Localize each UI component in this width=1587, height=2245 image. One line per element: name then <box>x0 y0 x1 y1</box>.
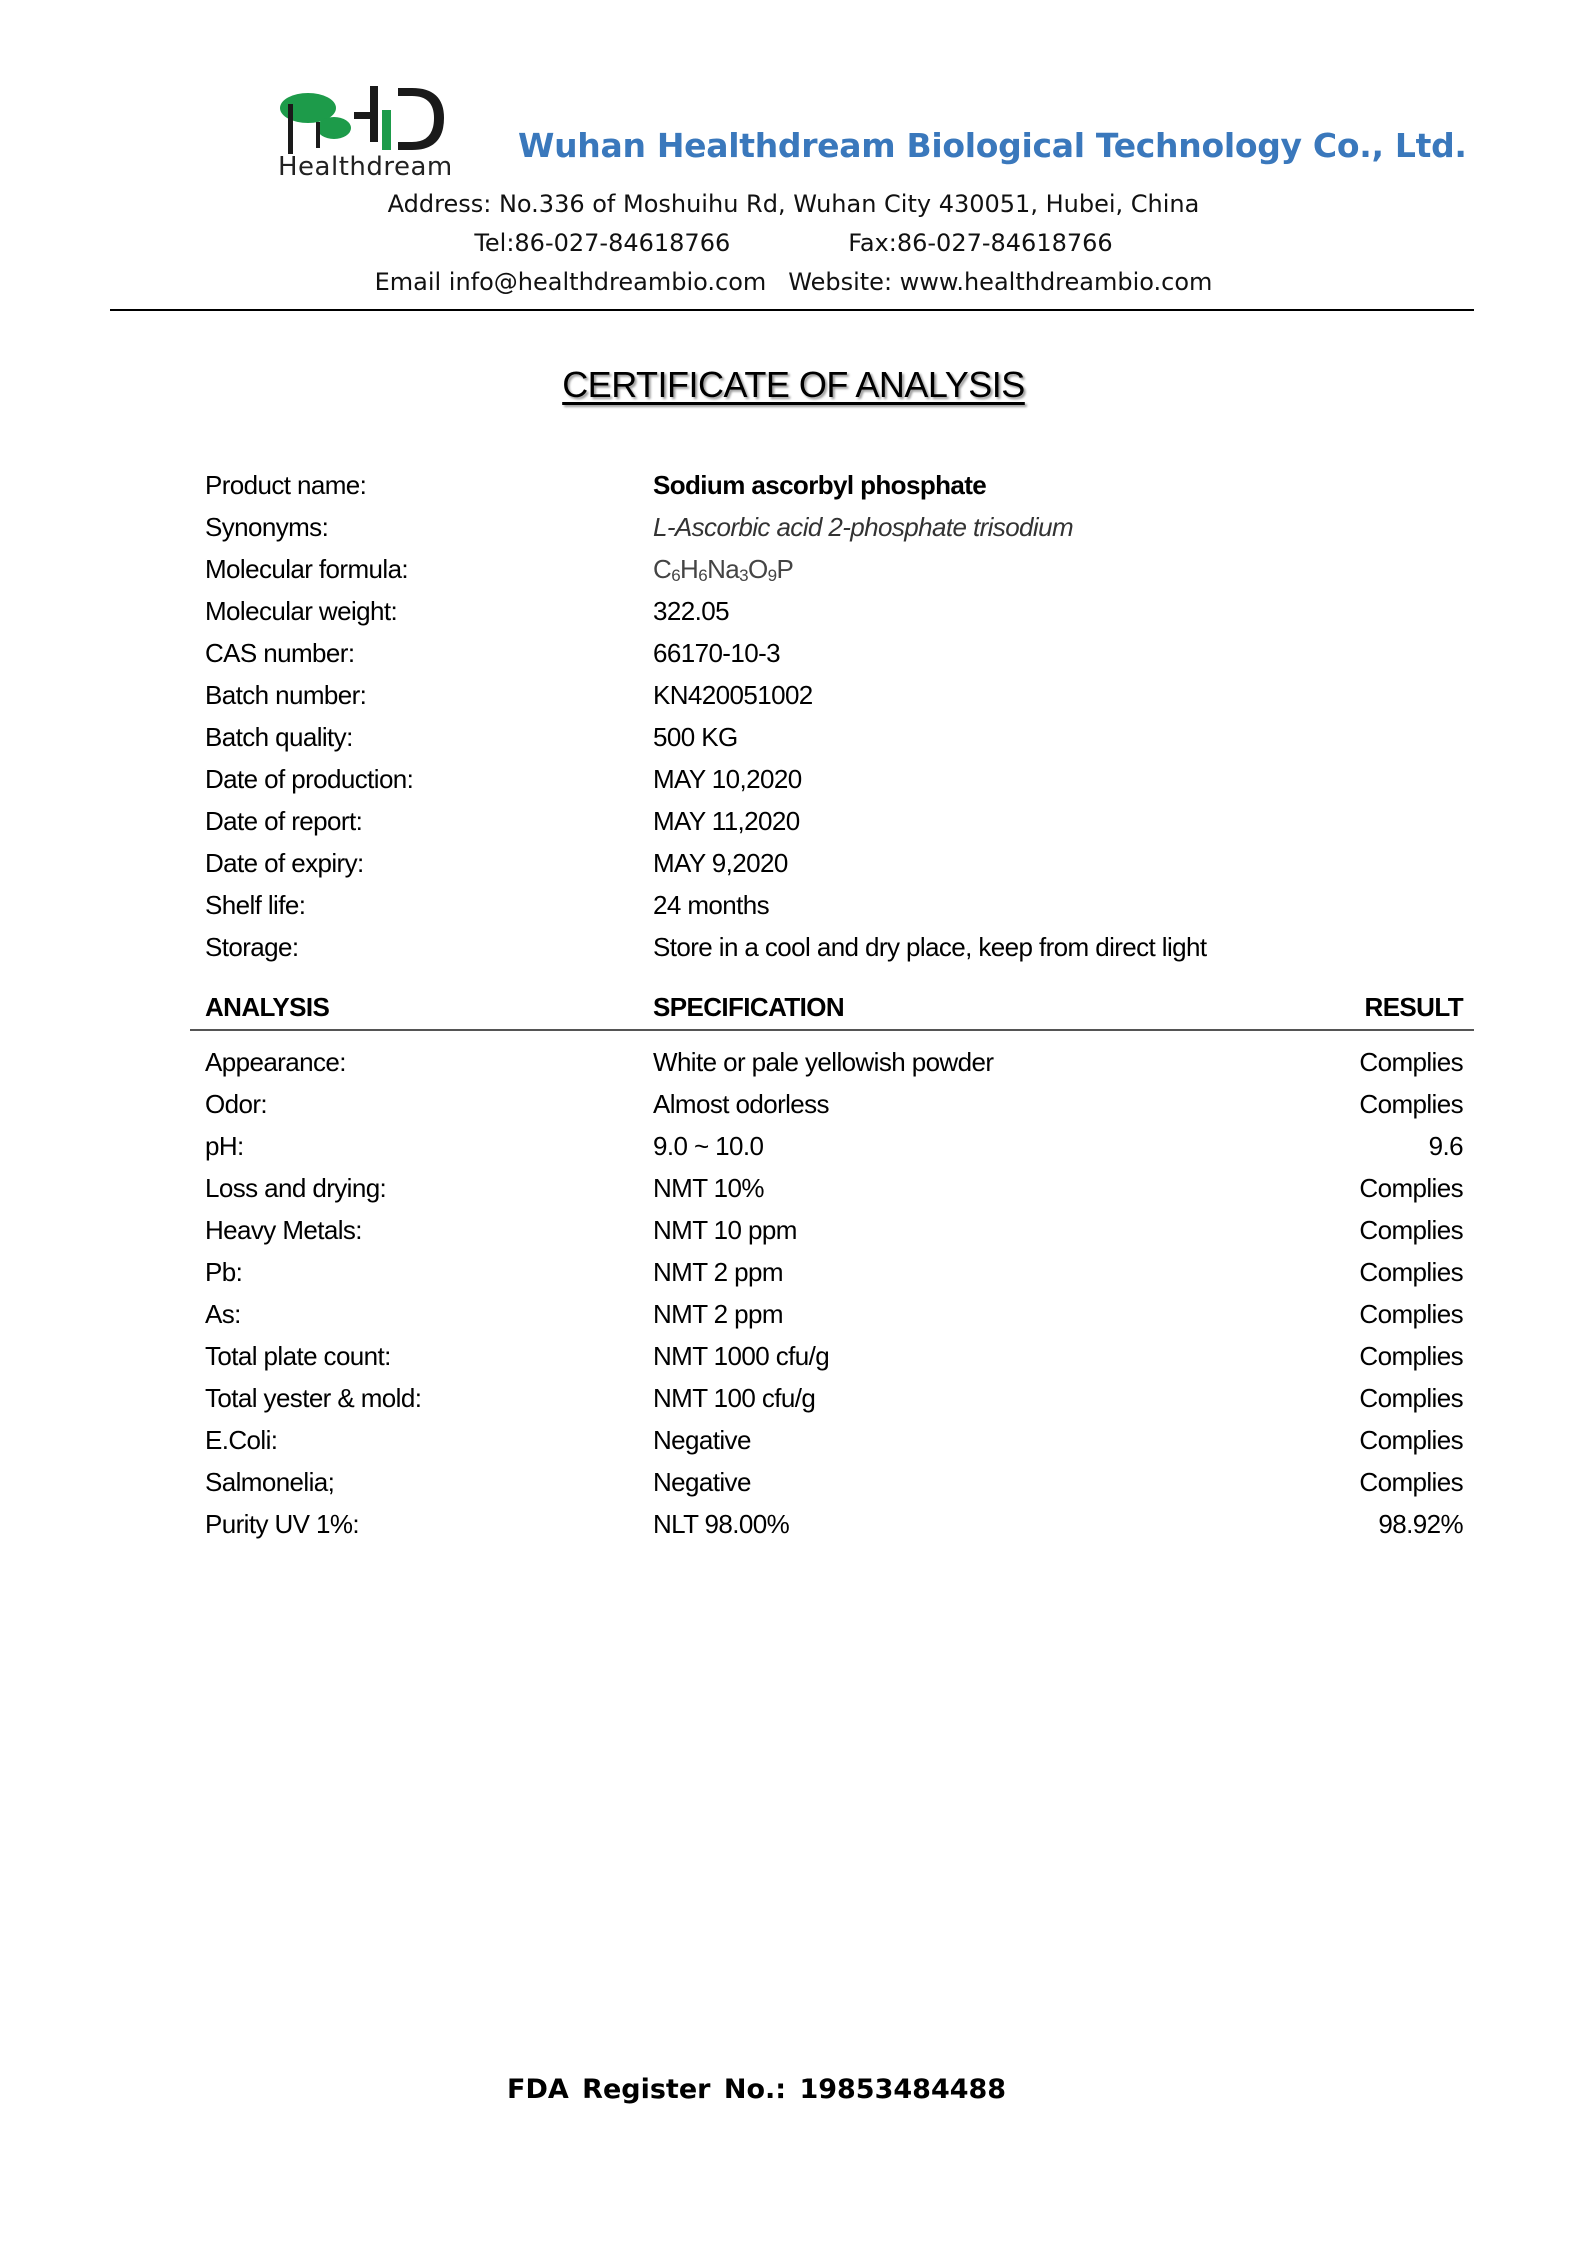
info-label: Synonyms: <box>205 512 329 542</box>
info-value: Store in a cool and dry place, keep from direct light <box>653 932 1207 962</box>
specification-cell: NMT 2 ppm <box>653 1299 783 1329</box>
result-cell: Complies <box>1359 1299 1463 1329</box>
table-row <box>205 1425 1463 1465</box>
result-cell: 98.92% <box>1378 1509 1463 1539</box>
analysis-cell: Loss and drying: <box>205 1173 387 1203</box>
logo-wordmark: Healthdream <box>278 152 453 182</box>
column-header-result: RESULT <box>1364 992 1463 1022</box>
table-row <box>205 1467 1463 1507</box>
info-value: 66170-10-3 <box>653 638 780 668</box>
company-tel: Tel:86-027-84618766 <box>474 229 731 257</box>
email-website-line <box>0 268 1587 296</box>
table-row <box>205 1047 1463 1087</box>
result-cell: Complies <box>1359 1383 1463 1413</box>
specification-cell: Almost odorless <box>653 1089 829 1119</box>
analysis-cell: Odor: <box>205 1089 268 1119</box>
result-cell: Complies <box>1359 1215 1463 1245</box>
company-address: Address: No.336 of Moshuihu Rd, Wuhan City 430051, Hubei, China <box>387 190 1200 218</box>
letterhead <box>0 0 1587 312</box>
document-title: CERTIFICATE OF ANALYSIS <box>562 364 1025 405</box>
analysis-cell: Heavy Metals: <box>205 1215 362 1245</box>
analysis-cell: Pb: <box>205 1257 243 1287</box>
info-label: Molecular weight: <box>205 596 398 626</box>
table-row <box>205 1341 1463 1381</box>
analysis-cell: pH: <box>205 1131 244 1161</box>
info-label: Molecular formula: <box>205 554 409 584</box>
molecular-formula-value: $C_6H_6Na_3O_9P$ <box>653 554 794 585</box>
info-value: 24 months <box>653 890 770 920</box>
result-cell: Complies <box>1359 1173 1463 1203</box>
info-value: MAY 9,2020 <box>653 848 788 878</box>
table-row <box>205 1299 1463 1339</box>
table-row <box>205 1509 1463 1549</box>
result-cell: Complies <box>1359 1425 1463 1455</box>
info-value: MAY 11,2020 <box>653 806 800 836</box>
info-value: KN420051002 <box>653 680 813 710</box>
specification-cell: NMT 2 ppm <box>653 1257 783 1287</box>
analysis-cell: As: <box>205 1299 241 1329</box>
result-cell: Complies <box>1359 1089 1463 1119</box>
table-row <box>205 1131 1463 1171</box>
company-website: Website: www.healthdreambio.com <box>788 268 1213 296</box>
table-header-divider <box>190 1029 1474 1031</box>
specification-cell: NMT 100 cfu/g <box>653 1383 816 1413</box>
info-label: CAS number: <box>205 638 355 668</box>
analysis-cell: E.Coli: <box>205 1425 278 1455</box>
info-value: Sodium ascorbyl phosphate <box>653 470 987 500</box>
result-cell: Complies <box>1359 1467 1463 1497</box>
specification-cell: NMT 10 ppm <box>653 1215 797 1245</box>
info-value: L-Ascorbic acid 2-phosphate trisodium <box>653 512 1074 542</box>
table-row <box>205 1215 1463 1255</box>
specification-cell: White or pale yellowish powder <box>653 1047 994 1077</box>
table-row <box>205 1173 1463 1213</box>
info-label: Date of report: <box>205 806 363 836</box>
table-row <box>205 1257 1463 1297</box>
analysis-cell: Salmonelia; <box>205 1467 335 1497</box>
info-label: Product name: <box>205 470 367 500</box>
info-label: Batch number: <box>205 680 367 710</box>
specification-cell: Negative <box>653 1467 751 1497</box>
company-fax: Fax:86-027-84618766 <box>848 229 1113 257</box>
info-label: Shelf life: <box>205 890 306 920</box>
result-cell: Complies <box>1359 1341 1463 1371</box>
info-value: 500 KG <box>653 722 738 752</box>
result-cell: 9.6 <box>1428 1131 1463 1161</box>
specification-cell: NLT 98.00% <box>653 1509 790 1539</box>
analysis-table-header <box>205 992 1463 1026</box>
specification-cell: NMT 1000 cfu/g <box>653 1341 830 1371</box>
analysis-cell: Total yester & mold: <box>205 1383 422 1413</box>
column-header-analysis: ANALYSIS <box>205 992 330 1022</box>
table-row <box>205 1089 1463 1129</box>
info-value: MAY 10,2020 <box>653 764 802 794</box>
info-label: Date of expiry: <box>205 848 364 878</box>
specification-cell: NMT 10% <box>653 1173 764 1203</box>
info-value: 322.05 <box>653 596 729 626</box>
info-label: Storage: <box>205 932 299 962</box>
column-header-specification: SPECIFICATION <box>653 992 845 1022</box>
result-cell: Complies <box>1359 1257 1463 1287</box>
table-row <box>205 1383 1463 1423</box>
info-label: Batch quality: <box>205 722 353 752</box>
company-name: Wuhan Healthdream Biological Technology Co., Ltd. <box>518 126 1467 165</box>
analysis-cell: Total plate count: <box>205 1341 391 1371</box>
analysis-cell: Appearance: <box>205 1047 346 1077</box>
company-email: Email info@healthdreambio.com <box>374 268 767 296</box>
header-divider <box>110 309 1474 311</box>
fda-register-number: FDA Register No.: 19853484488 <box>507 2074 1007 2105</box>
result-cell: Complies <box>1359 1047 1463 1077</box>
specification-cell: Negative <box>653 1425 751 1455</box>
specification-cell: 9.0 ~ 10.0 <box>653 1131 764 1161</box>
phone-fax-line <box>0 229 1587 257</box>
analysis-cell: Purity UV 1%: <box>205 1509 360 1539</box>
info-label: Date of production: <box>205 764 414 794</box>
